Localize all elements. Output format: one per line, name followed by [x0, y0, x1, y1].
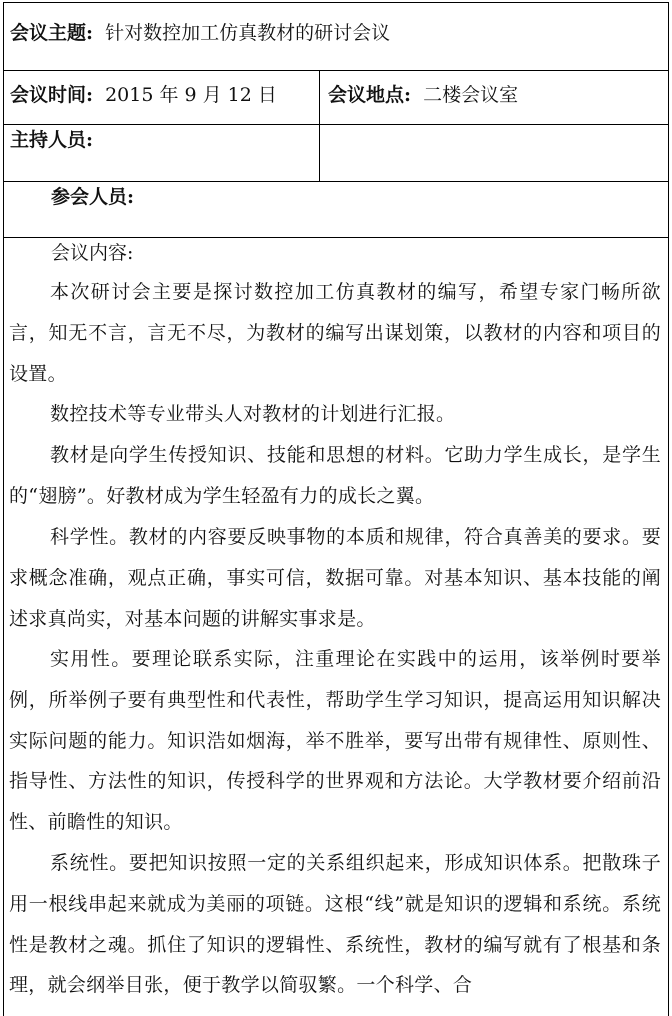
place-cell [328, 83, 518, 107]
table-border-right [668, 2, 669, 1016]
table-border-left [3, 2, 4, 1016]
attendees-cell [51, 185, 134, 209]
content-heading: 会议内容: [51, 242, 134, 264]
topic-separator: : [86, 22, 94, 44]
topic-label: 会议主题 [10, 22, 87, 44]
attendees-label: 参会人员: [51, 186, 135, 208]
row-divider-3 [3, 181, 669, 182]
time-label: 会议时间: [10, 84, 94, 106]
content-paragraph: 数控技术等专业带头人对教材的计划进行汇报。 [50, 403, 456, 425]
row-divider-2 [3, 124, 669, 125]
place-value: 二楼会议室 [423, 84, 519, 106]
time-value: 2015 年 9 月 12 日 [105, 84, 277, 106]
place-label: 会议地点: [328, 84, 412, 106]
column-divider [319, 70, 320, 181]
topic-value: 针对数控加工仿真教材的研讨会议 [105, 22, 391, 44]
topic-row [10, 21, 390, 45]
table-border-top [3, 2, 669, 3]
content-paragraph: 本次研讨会主要是探讨数控加工仿真教材的编写，希望专家门畅所欲言，知无不言，言无不尽，为教材的编写出谋划策，以教材的内容和项目的设置。 [9, 281, 661, 385]
content-paragraph: 教材是向学生传授知识、技能和思想的材料。它助力学生成长，是学生的“翅膀”。好教材成为学生轻盈有力的成长之翼。 [9, 444, 661, 507]
time-cell [10, 83, 277, 107]
row-divider-1 [3, 70, 669, 71]
content-paragraph: 系统性。要把知识按照一定的关系组织起来，形成知识体系。把散珠子用一根线串起来就成为美丽的项链。这根“线”就是知识的逻辑和系统。系统性是教材之魂。抓住了知识的逻辑性、系统性，教材的编写就有了根基和条理，就会纲举目张，便于教学以简驭繁。一个科学、合 [9, 852, 661, 997]
content-paragraph: 实用性。要理论联系实际，注重理论在实践中的运用，该举例时要举例，所举例子要有典型性和代表性，帮助学生学习知识，提高运用知识解决实际问题的能力。知识浩如烟海，举不胜举，要写出带有规律性、原则性、指导性、方法性的知识，传授科学的世界观和方法论。大学教材要介绍前沿性、前瞻性的知识。 [9, 648, 661, 834]
host-cell [10, 128, 93, 152]
host-label: 主持人员: [10, 129, 94, 151]
row-divider-4 [3, 237, 669, 238]
content-paragraph: 科学性。教材的内容要反映事物的本质和规律，符合真善美的要求。要求概念准确，观点正确，事实可信，数据可靠。对基本知识、基本技能的阐述求真尚实，对基本问题的讲解实事求是。 [9, 526, 661, 630]
